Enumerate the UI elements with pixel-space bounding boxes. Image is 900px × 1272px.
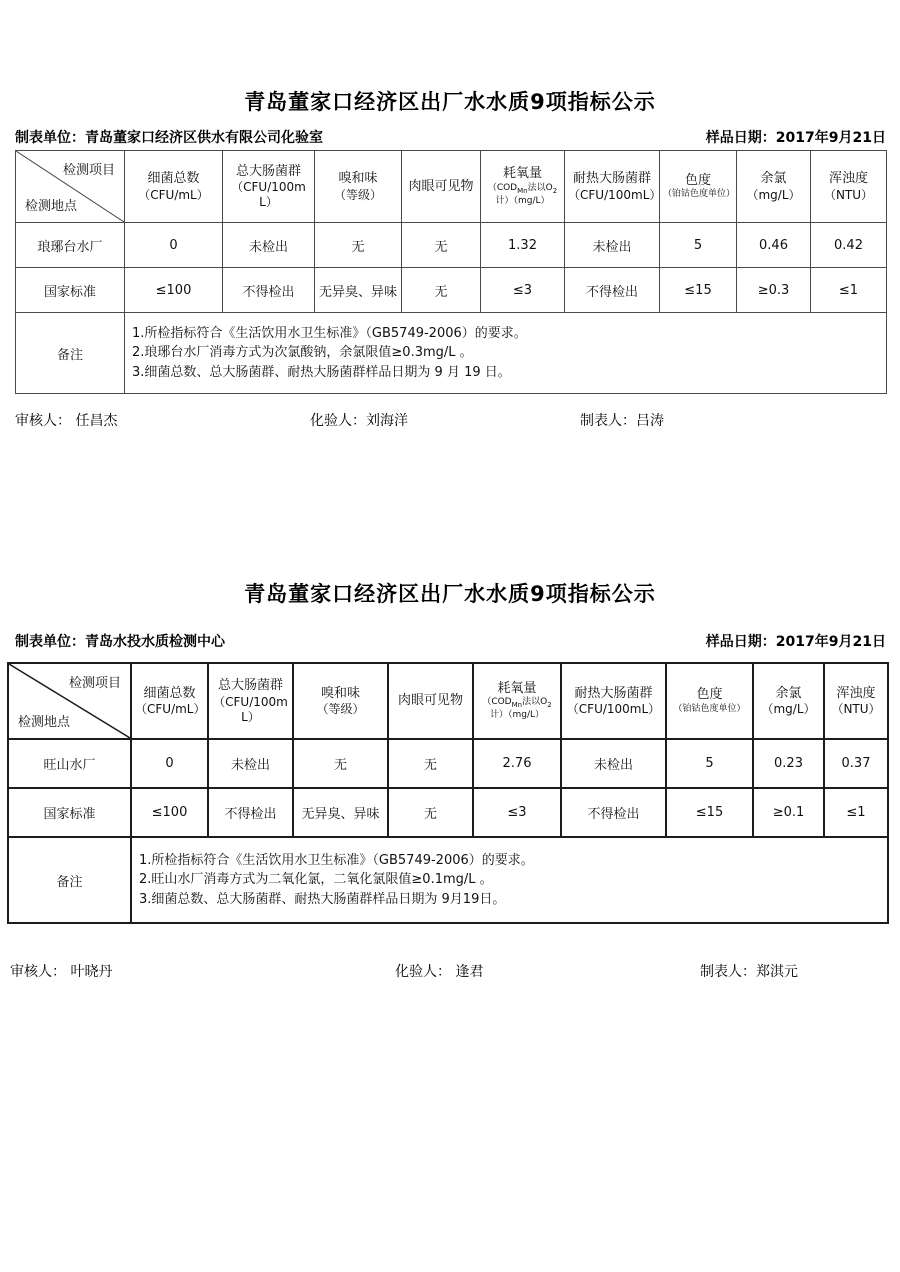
table1-col-visible: 肉眼可见物: [402, 151, 481, 223]
section1-sample-date: 样品日期：2017年9月21日: [705, 130, 886, 146]
table1-col-coliform: 总大肠菌群 （CFU/100mL）: [223, 151, 315, 223]
corner-label-location: 检测地点: [18, 715, 71, 730]
section1-meta: [15, 127, 886, 147]
cell: ≥0.3: [737, 268, 811, 313]
table1-row-standard: [16, 268, 887, 313]
cell: 0.46: [737, 223, 811, 268]
cell: ≤100: [131, 788, 208, 837]
table1-col-bacteria: 细菌总数 （CFU/mL）: [125, 151, 223, 223]
table2-header-row: [8, 663, 888, 739]
table1-col-turbidity: 浑浊度 （NTU）: [811, 151, 887, 223]
cell: ≤15: [666, 788, 753, 837]
cell: 5: [660, 223, 737, 268]
cell: 未检出: [208, 739, 293, 788]
remark-line: 3.细菌总数、总大肠菌群、耐热大肠菌群样品日期为 9 月 19 日。: [132, 364, 511, 380]
cell: ≤15: [660, 268, 737, 313]
table2-col-thermo-coliform: 耐热大肠菌群 （CFU/100mL）: [561, 663, 666, 739]
remark-label: 备注: [8, 837, 131, 923]
cell: 0: [131, 739, 208, 788]
corner-label-items: 检测项目: [62, 163, 115, 178]
cell: 5: [666, 739, 753, 788]
section2-unit-label: 制表单位：青岛水投水质检测中心: [15, 634, 225, 650]
cell: 无: [402, 268, 481, 313]
cell: ≤100: [125, 268, 223, 313]
cell: 无: [388, 788, 473, 837]
cell: 不得检出: [561, 788, 666, 837]
table2-corner-cell: [8, 663, 131, 739]
table1-corner-cell: [16, 151, 125, 223]
table2-row-standard: [8, 788, 888, 837]
remark-line: 1.所检指标符合《生活饮用水卫生标准》（GB5749-2006）的要求。: [132, 325, 527, 341]
section1-unit-label: 制表单位：青岛董家口经济区供水有限公司化验室: [15, 130, 323, 146]
cell: 无异臭、异味: [293, 788, 388, 837]
cell: 0.42: [811, 223, 887, 268]
table1-row-plant: [16, 223, 887, 268]
table2-row-plant: [8, 739, 888, 788]
table1-col-thermo-coliform: 耐热大肠菌群 （CFU/100mL）: [565, 151, 660, 223]
remark-line: 2.旺山水厂消毒方式为二氧化氯，二氧化氯限值≥0.1mg/L 。: [139, 872, 493, 888]
cell: 无: [402, 223, 481, 268]
cell: 不得检出: [208, 788, 293, 837]
reviewer-signature: 审核人： 任昌杰: [15, 413, 118, 429]
remark-body: [125, 313, 887, 394]
row-label: 琅琊台水厂: [16, 223, 125, 268]
table1-header-row: [16, 151, 887, 223]
cell: 0.37: [824, 739, 888, 788]
section1-title: 青岛董家口经济区出厂水水质9项指标公示: [244, 90, 656, 114]
cell: 不得检出: [223, 268, 315, 313]
cell: 无: [293, 739, 388, 788]
table2-remark-row: [8, 837, 888, 923]
cell: 0.23: [753, 739, 824, 788]
table1-col-odor: 嗅和味 （等级）: [315, 151, 402, 223]
cell: 未检出: [223, 223, 315, 268]
section2-signatures: [0, 961, 900, 981]
water-quality-table-1: [15, 150, 887, 394]
reviewer-signature: 审核人： 叶晓丹: [10, 964, 113, 980]
table2-col-oxygen: 耗氧量 （$COD_{Mn}$法以$O_2$计）（mg/L）: [473, 663, 561, 739]
water-quality-table-2: [7, 662, 889, 924]
row-label: 国家标准: [8, 788, 131, 837]
corner-label-items: 检测项目: [68, 676, 121, 691]
section1-signatures: [0, 410, 900, 430]
cell: 0: [125, 223, 223, 268]
remark-body: [131, 837, 888, 923]
cell: ≤1: [811, 268, 887, 313]
corner-label-location: 检测地点: [25, 199, 78, 214]
table1-col-color: 色度 （铂钴色度单位）: [660, 151, 737, 223]
cell: ≤3: [481, 268, 565, 313]
remark-label: 备注: [16, 313, 125, 394]
table2-col-color: 色度 （铂钴色度单位）: [666, 663, 753, 739]
row-label: 旺山水厂: [8, 739, 131, 788]
cell: 无异臭、异味: [315, 268, 402, 313]
table1-col-chlorine: 余氯 （mg/L）: [737, 151, 811, 223]
row-label: 国家标准: [16, 268, 125, 313]
table2-col-coliform: 总大肠菌群 （CFU/100mL）: [208, 663, 293, 739]
cell: 1.32: [481, 223, 565, 268]
table2-col-odor: 嗅和味 （等级）: [293, 663, 388, 739]
cell: 2.76: [473, 739, 561, 788]
cell: 无: [388, 739, 473, 788]
cell: ≤1: [824, 788, 888, 837]
cell: ≤3: [473, 788, 561, 837]
table2-col-turbidity: 浑浊度 （NTU）: [824, 663, 888, 739]
tabulator-signature: 制表人：郑淇元: [700, 964, 798, 980]
table1-remark-row: [16, 313, 887, 394]
table2-col-visible: 肉眼可见物: [388, 663, 473, 739]
section2-sample-date: 样品日期：2017年9月21日: [705, 634, 886, 650]
cell: ≥0.1: [753, 788, 824, 837]
table2-col-chlorine: 余氯 （mg/L）: [753, 663, 824, 739]
table1-col-oxygen: 耗氧量 （$COD_{Mn}$法以$O_2$计）（mg/L）: [481, 151, 565, 223]
tabulator-signature: 制表人：吕涛: [580, 413, 664, 429]
remark-line: 3.细菌总数、总大肠菌群、耐热大肠菌群样品日期为 9月19日。: [139, 891, 506, 907]
cell: 不得检出: [565, 268, 660, 313]
cell: 未检出: [561, 739, 666, 788]
section2-meta: [15, 631, 886, 651]
remark-line: 1.所检指标符合《生活饮用水卫生标准》（GB5749-2006）的要求。: [139, 852, 534, 868]
analyst-signature: 化验人： 逢君: [395, 964, 484, 980]
analyst-signature: 化验人：刘海洋: [310, 413, 408, 429]
table2-col-bacteria: 细菌总数 （CFU/mL）: [131, 663, 208, 739]
section2-title: 青岛董家口经济区出厂水水质9项指标公示: [244, 582, 656, 606]
cell: 未检出: [565, 223, 660, 268]
cell: 无: [315, 223, 402, 268]
remark-line: 2.琅琊台水厂消毒方式为次氯酸钠，余氯限值≥0.3mg/L 。: [132, 345, 473, 361]
